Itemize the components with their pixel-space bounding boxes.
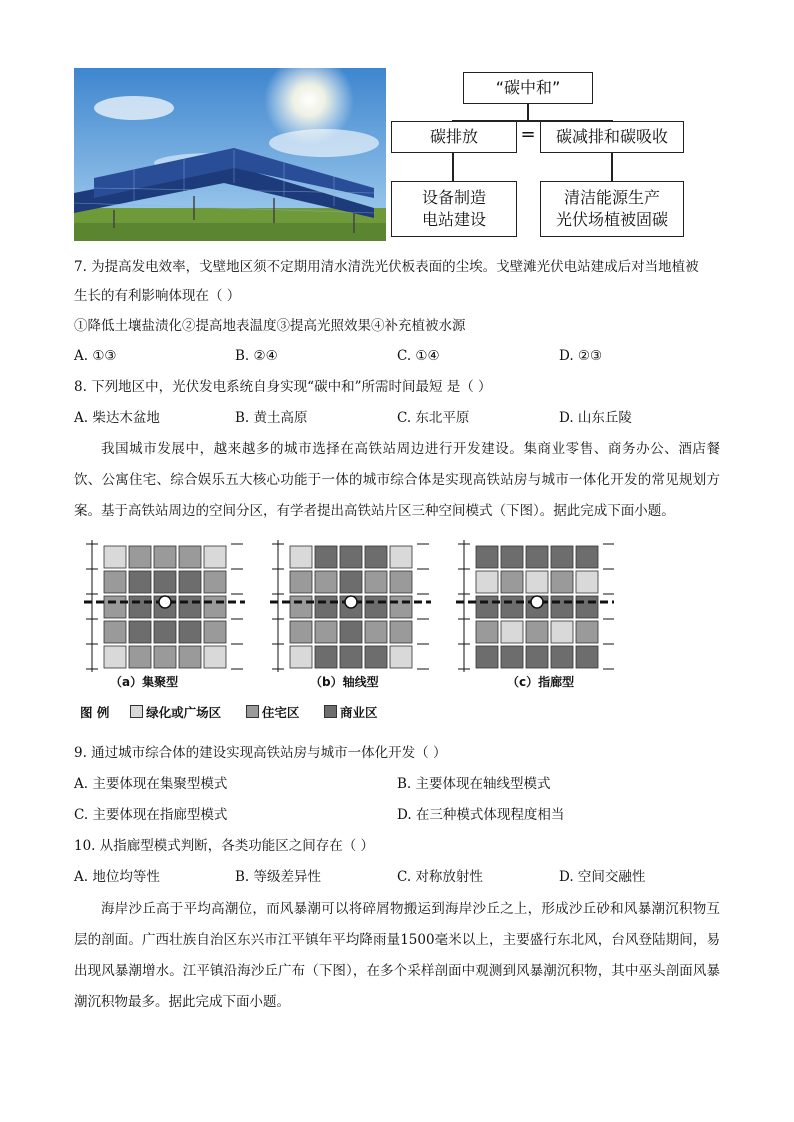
residential-block	[551, 571, 573, 593]
residential-block	[315, 621, 337, 643]
q8-option-b[interactable]: B. 黄土高原	[235, 410, 308, 426]
green-space-block	[290, 646, 312, 668]
commercial-block	[365, 546, 387, 568]
legend-swatch-green	[130, 705, 143, 718]
q7-stem-line1: 7. 为提高发电效率，戈壁地区须不定期用清水清洗光伏板表面的尘埃。戈壁滩光伏电站建成后对当地植被	[74, 259, 699, 275]
solar-panel-photo	[74, 68, 386, 241]
commercial-block	[154, 621, 176, 643]
flow-connector	[452, 152, 454, 182]
flow-connector	[611, 152, 613, 182]
residential-block	[179, 646, 201, 668]
q8-option-a[interactable]: A. 柴达木盆地	[74, 410, 160, 426]
residential-block	[390, 571, 412, 593]
residential-block	[154, 646, 176, 668]
rail-station-icon	[159, 596, 171, 608]
q7-option-b[interactable]: B. ②④	[235, 348, 278, 364]
q9-option-b[interactable]: B. 主要体现在轴线型模式	[397, 776, 551, 792]
commercial-block	[340, 646, 362, 668]
legend-swatch-commercial	[324, 705, 337, 718]
residential-block	[315, 571, 337, 593]
flow-left-bottom-box	[391, 181, 517, 237]
flow-left-mid-box	[391, 121, 517, 153]
green-space-block	[501, 621, 523, 643]
commercial-block	[179, 596, 201, 618]
green-space-block	[390, 646, 412, 668]
commercial-block	[129, 596, 151, 618]
q10-option-c[interactable]: C. 对称放射性	[397, 869, 483, 885]
green-space-block	[390, 546, 412, 568]
residential-block	[179, 546, 201, 568]
residential-block	[204, 621, 226, 643]
residential-block	[129, 546, 151, 568]
commercial-block	[551, 546, 573, 568]
q7-choices: ①降低土壤盐渍化②提高地表温度③提高光照效果④补充植被水源	[74, 318, 466, 334]
commercial-block	[129, 571, 151, 593]
residential-block	[104, 621, 126, 643]
commercial-block	[501, 546, 523, 568]
residential-block	[526, 621, 548, 643]
commercial-block	[129, 621, 151, 643]
green-space-block	[476, 571, 498, 593]
commercial-block	[576, 546, 598, 568]
green-space-block	[290, 546, 312, 568]
q8-stem: 8. 下列地区中，光伏发电系统自身实现“碳中和”所需时间最短 是（ ）	[74, 379, 492, 395]
commercial-block	[551, 596, 573, 618]
passage-high-speed-rail: 我国城市发展中，越来越多的城市选择在高铁站周边进行开发建设。集商业零售、商务办公、酒店餐饮、公寓住宅、综合娱乐五大核心功能于一体的城市综合体是实现高铁站房与城市一体化开发的常见规划方案。基于高铁站周边的空间分区，有学者提出高铁站片区三种空间模式（下图）。据此完成下面小题。	[74, 441, 720, 519]
legend-label-residential: 住宅区	[261, 705, 300, 720]
commercial-block	[576, 646, 598, 668]
flow-right-bottom-line: 光伏场植被固碳	[555, 210, 668, 229]
green-space-block	[576, 571, 598, 593]
commercial-block	[340, 621, 362, 643]
q9-stem: 9. 通过城市综合体的建设实现高铁站房与城市一体化开发（ ）	[74, 745, 447, 761]
residential-block	[129, 646, 151, 668]
residential-block	[104, 571, 126, 593]
flow-connector	[527, 103, 529, 121]
green-space-block	[104, 546, 126, 568]
green-space-block	[526, 571, 548, 593]
green-space-block	[204, 546, 226, 568]
residential-block	[204, 596, 226, 618]
flow-top-label: “碳中和”	[495, 78, 561, 97]
passage-storm-surge: 海岸沙丘高于平均高潮位，而风暴潮可以将碎屑物搬运到海岸沙丘之上，形成沙丘砂和风暴潮沉积物互层的剖面。广西壮族自治区东兴市江平镇年平均降雨量1500毫米以上，主要盛行东北风，台风登陆期间，易出现风暴潮增水。江平镇沿海沙丘广布（下图），在多个采样剖面中观测到风暴潮沉积物，其中巫头剖面风暴潮沉积物最多。据此完成下面小题。	[74, 901, 720, 1010]
q10-option-b[interactable]: B. 等级差异性	[235, 869, 322, 885]
station-mode-diagram	[74, 540, 614, 690]
q8-option-d[interactable]: D. 山东丘陵	[559, 410, 632, 426]
legend-swatch-residential	[246, 705, 259, 718]
commercial-block	[476, 546, 498, 568]
green-space-block	[204, 646, 226, 668]
commercial-block	[365, 646, 387, 668]
commercial-block	[476, 596, 498, 618]
residential-block	[290, 621, 312, 643]
green-space-block	[551, 621, 573, 643]
commercial-block	[551, 646, 573, 668]
residential-block	[365, 571, 387, 593]
commercial-block	[179, 621, 201, 643]
q7-option-d[interactable]: D. ②③	[559, 348, 603, 364]
residential-block	[390, 621, 412, 643]
q10-option-a[interactable]: A. 地位均等性	[74, 869, 160, 885]
commercial-block	[340, 571, 362, 593]
flow-right-bottom-line: 清洁能源生产	[563, 188, 660, 207]
flow-top-box	[463, 72, 593, 104]
rail-station-icon	[531, 596, 543, 608]
q9-option-c[interactable]: C. 主要体现在指廊型模式	[74, 807, 228, 823]
commercial-block	[476, 646, 498, 668]
commercial-block	[315, 646, 337, 668]
flow-left-mid-label: 碳排放	[429, 127, 478, 146]
residential-block	[576, 621, 598, 643]
residential-block	[365, 621, 387, 643]
residential-block	[290, 571, 312, 593]
q9-option-a[interactable]: A. 主要体现在集聚型模式	[74, 776, 228, 792]
commercial-block	[576, 596, 598, 618]
commercial-block	[340, 546, 362, 568]
residential-block	[290, 596, 312, 618]
green-space-block	[104, 646, 126, 668]
equals-sign: =	[520, 124, 536, 145]
station-mode-figure	[74, 540, 614, 690]
residential-block	[104, 596, 126, 618]
caption-a: （a）集聚型	[110, 675, 179, 689]
flow-right-mid-label: 碳减排和碳吸收	[555, 127, 668, 146]
residential-block	[501, 571, 523, 593]
legend-label-commercial: 商业区	[340, 705, 378, 720]
legend-title: 图 例	[80, 705, 110, 720]
q7-option-a[interactable]: A. ①③	[74, 348, 117, 364]
flow-right-mid-box	[540, 121, 684, 153]
caption-c: （c）指廊型	[507, 675, 575, 689]
commercial-block	[315, 596, 337, 618]
q7-stem-line2: 生长的有利影响体现在（ ）	[74, 288, 241, 304]
commercial-block	[501, 646, 523, 668]
flow-left-bottom-line: 设备制造	[421, 188, 486, 207]
legend-label-green: 绿化或广场区	[146, 705, 222, 720]
rail-station-icon	[345, 596, 357, 608]
q7-option-c[interactable]: C. ①④	[397, 348, 440, 364]
flow-right-bottom-box	[540, 181, 684, 237]
commercial-block	[315, 546, 337, 568]
commercial-block	[365, 596, 387, 618]
commercial-block	[526, 546, 548, 568]
commercial-block	[501, 596, 523, 618]
q10-option-d[interactable]: D. 空间交融性	[559, 869, 646, 885]
q8-option-c[interactable]: C. 东北平原	[397, 410, 470, 426]
commercial-block	[154, 571, 176, 593]
residential-block	[476, 621, 498, 643]
residential-block	[204, 571, 226, 593]
flow-left-bottom-line: 电站建设	[421, 210, 486, 229]
q10-stem: 10. 从指廊型模式判断，各类功能区之间存在（ ）	[74, 838, 375, 854]
commercial-block	[179, 571, 201, 593]
caption-b: （b）轴线型	[310, 675, 379, 689]
commercial-block	[526, 646, 548, 668]
q9-option-d[interactable]: D. 在三种模式体现程度相当	[397, 807, 565, 823]
residential-block	[390, 596, 412, 618]
residential-block	[154, 546, 176, 568]
figure-legend	[80, 703, 378, 721]
